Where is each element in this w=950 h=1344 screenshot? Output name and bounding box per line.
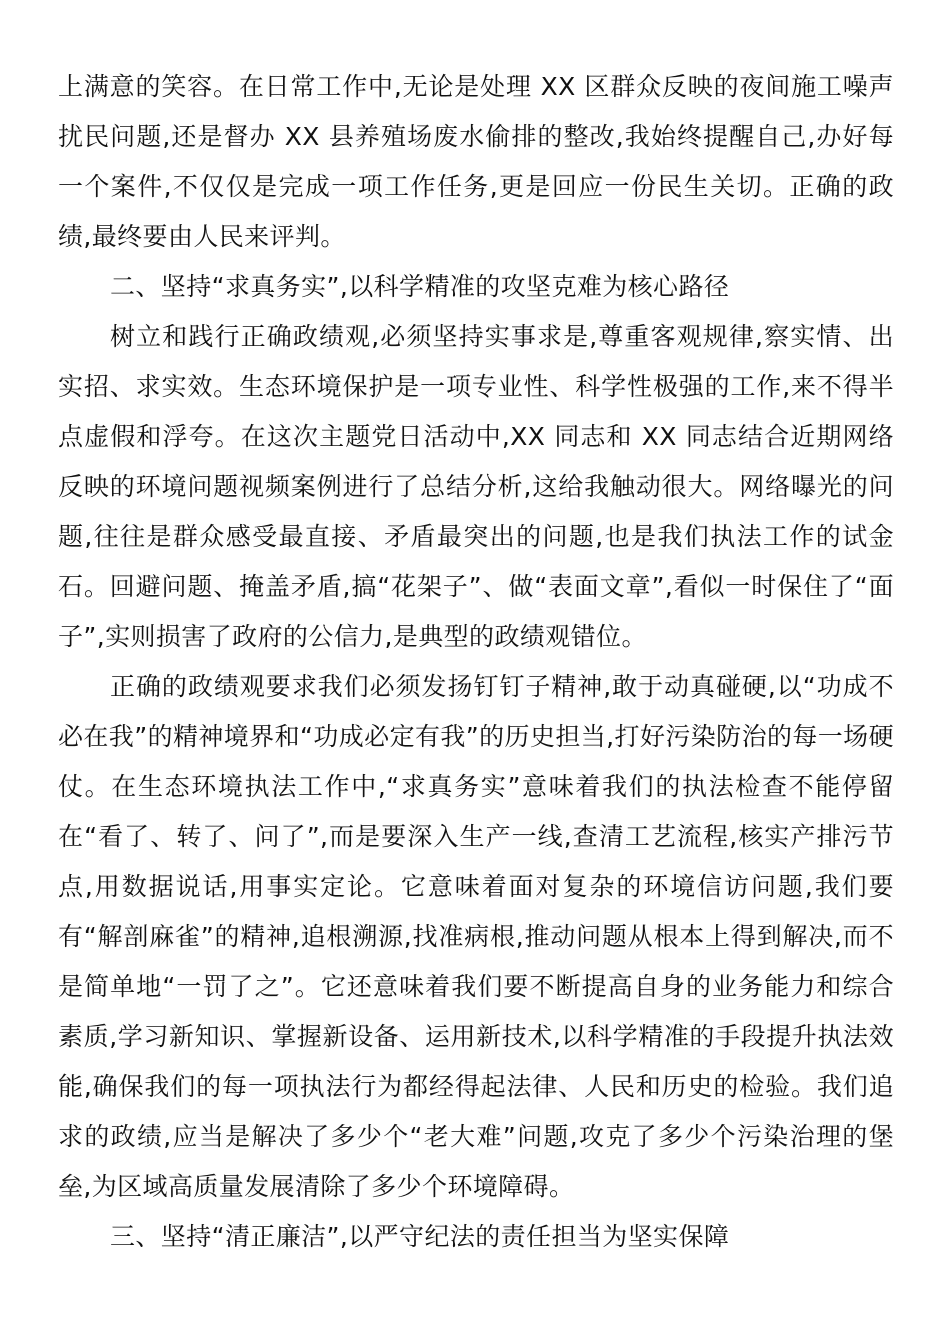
paragraph-body-2: 正确的政绩观要求我们必须发扬钉钉子精神,敢于动真碰硬,以“功成不必在我”的精神境界和“功成必定有我”的历史担当,打好污染防治的每一场硬仗。在生态环境执法工作中,“求真务实”意味着我们的执法检查不能停留在“看了、转了、问了”,而是要深入生产一线,查清工艺流程,核实产排污节点,用数据说话,用事实定论。它意味着面对复杂的环境信访问题,我们要有“解剖麻雀”的精神,追根溯源,找准病根,推动问题从根本上得到解决,而不是简单地“一罚了之”。它还意味着我们要不断提高自身的业务能力和综合素质,学习新知识、掌握新设备、运用新技术,以科学精准的手段提升执法效能,确保我们的每一项执法行为都经得起法律、人民和历史的检验。我们追求的政绩,应当是解决了多少个“老大难”问题,攻克了多少个污染治理的堡垒,为区域高质量发展清除了多少个环境障碍。 [58, 672, 894, 1201]
section-heading-2: 二、坚持“求真务实”,以科学精准的攻坚克难为核心路径 [110, 272, 730, 301]
paragraph-continuation: 上满意的笑容。在日常工作中,无论是处理 XX 区群众反映的夜间施工噪声扰民问题,还是督办 XX 县养殖场废水偷排的整改,我始终提醒自己,办好每一个案件,不仅仅是完成一项工作任务,更是回应一份民生关切。正确的政绩,最终要由人民来评判。 [58, 72, 894, 251]
section-heading-3: 三、坚持“清正廉洁”,以严守纪法的责任担当为坚实保障 [110, 1222, 730, 1251]
document-body [58, 62, 894, 1262]
paragraph-body-1: 树立和践行正确政绩观,必须坚持实事求是,尊重客观规律,察实情、出实招、求实效。生态环境保护是一项专业性、科学性极强的工作,来不得半点虚假和浮夸。在这次主题党日活动中,XX 同志和 XX 同志结合近期网络反映的环境问题视频案例进行了总结分析,这给我触动很大。网络曝光的问题,往往是群众感受最直接、矛盾最突出的问题,也是我们执法工作的试金石。回避问题、掩盖矛盾,搞“花架子”、做“表面文章”,看似一时保住了“面子”,实则损害了政府的公信力,是典型的政绩观错位。 [58, 322, 894, 651]
